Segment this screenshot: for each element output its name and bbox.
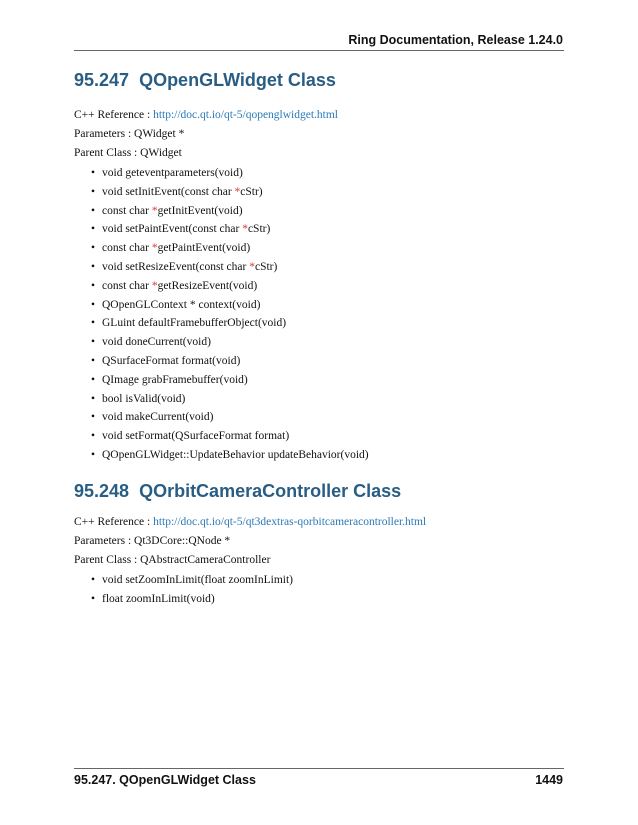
method-item	[92, 298, 369, 317]
method-item	[92, 354, 369, 373]
method-item	[92, 573, 293, 592]
method-item	[92, 592, 293, 611]
method-text: void setResizeEvent(const char	[102, 260, 250, 273]
parent-class-line: Parent Class : QAbstractCameraController	[74, 554, 271, 566]
method-text: QSurfaceFormat format(void)	[102, 354, 241, 367]
parent-class-line: Parent Class : QWidget	[74, 147, 182, 159]
method-text: getResizeEvent(void)	[157, 279, 258, 292]
method-text: void setPaintEvent(const char	[102, 223, 243, 236]
method-item	[92, 222, 369, 241]
method-item	[92, 429, 369, 448]
section-heading-qopenglwidget	[74, 70, 336, 91]
method-text: void setFormat(QSurfaceFormat format)	[102, 430, 290, 443]
method-item	[92, 316, 369, 335]
pointer-star: *	[151, 242, 158, 255]
cpp-reference-label: C++ Reference :	[74, 516, 154, 528]
method-text: void geteventparameters(void)	[102, 167, 243, 179]
method-text: const char	[102, 242, 152, 255]
pointer-star: *	[151, 204, 158, 217]
method-item	[92, 241, 369, 260]
parameters-line: Parameters : Qt3DCore::QNode *	[74, 535, 231, 547]
method-text: void setZoomInLimit(float zoomInLimit)	[102, 574, 293, 586]
method-item	[92, 260, 369, 279]
method-item	[92, 373, 369, 392]
method-text: getPaintEvent(void)	[157, 242, 251, 255]
pointer-star: *	[242, 223, 248, 236]
pointer-star: *	[151, 279, 158, 292]
cpp-reference-link[interactable]: http://doc.qt.io/qt-5/qt3dextras-qorbitcameracontroller.html	[153, 516, 427, 528]
method-text: cStr)	[254, 260, 278, 273]
method-text: void setInitEvent(const char	[102, 185, 235, 198]
cpp-reference	[74, 109, 338, 121]
method-text: QImage grabFramebuffer(void)	[102, 373, 248, 386]
method-item	[92, 279, 369, 298]
method-list	[92, 573, 293, 611]
method-item	[92, 185, 369, 204]
cpp-reference	[74, 516, 426, 528]
cpp-reference-label: C++ Reference :	[74, 109, 154, 121]
method-item	[92, 166, 369, 185]
method-text: bool isValid(void)	[102, 392, 186, 405]
page-number: 1449	[535, 773, 563, 787]
footer-section: 95.247. QOpenGLWidget Class	[74, 773, 256, 787]
method-text: QOpenGLWidget::UpdateBehavior updateBehavior(void)	[102, 448, 369, 461]
method-text: getInitEvent(void)	[157, 204, 243, 217]
method-text: cStr)	[240, 185, 263, 198]
method-text: const char	[102, 279, 152, 292]
section-number: 95.248	[74, 481, 130, 501]
method-text: QOpenGLContext * context(void)	[102, 298, 261, 311]
method-item	[92, 448, 369, 467]
method-text: void makeCurrent(void)	[102, 411, 214, 424]
running-header: Ring Documentation, Release 1.24.0	[348, 33, 563, 47]
section-title: QOpenGLWidget Class	[139, 70, 336, 90]
section-title: QOrbitCameraController Class	[139, 481, 402, 501]
method-item	[92, 392, 369, 411]
footer-divider	[74, 768, 564, 769]
method-text: void doneCurrent(void)	[102, 336, 211, 349]
method-item	[92, 204, 369, 223]
method-list	[92, 166, 369, 467]
section-number: 95.247	[74, 70, 130, 90]
pointer-star: *	[234, 185, 241, 198]
section-heading-qorbitcameracontroller	[74, 481, 401, 502]
cpp-reference-link[interactable]: http://doc.qt.io/qt-5/qopenglwidget.html	[153, 109, 339, 121]
parameters-line: Parameters : QWidget *	[74, 128, 185, 140]
method-text: const char	[102, 204, 152, 217]
method-item	[92, 410, 369, 429]
method-text: float zoomInLimit(void)	[102, 592, 215, 605]
pointer-star: *	[249, 260, 255, 273]
header-divider	[74, 50, 564, 51]
method-text: GLuint defaultFramebufferObject(void)	[102, 317, 287, 330]
method-text: cStr)	[247, 223, 271, 236]
method-item	[92, 335, 369, 354]
